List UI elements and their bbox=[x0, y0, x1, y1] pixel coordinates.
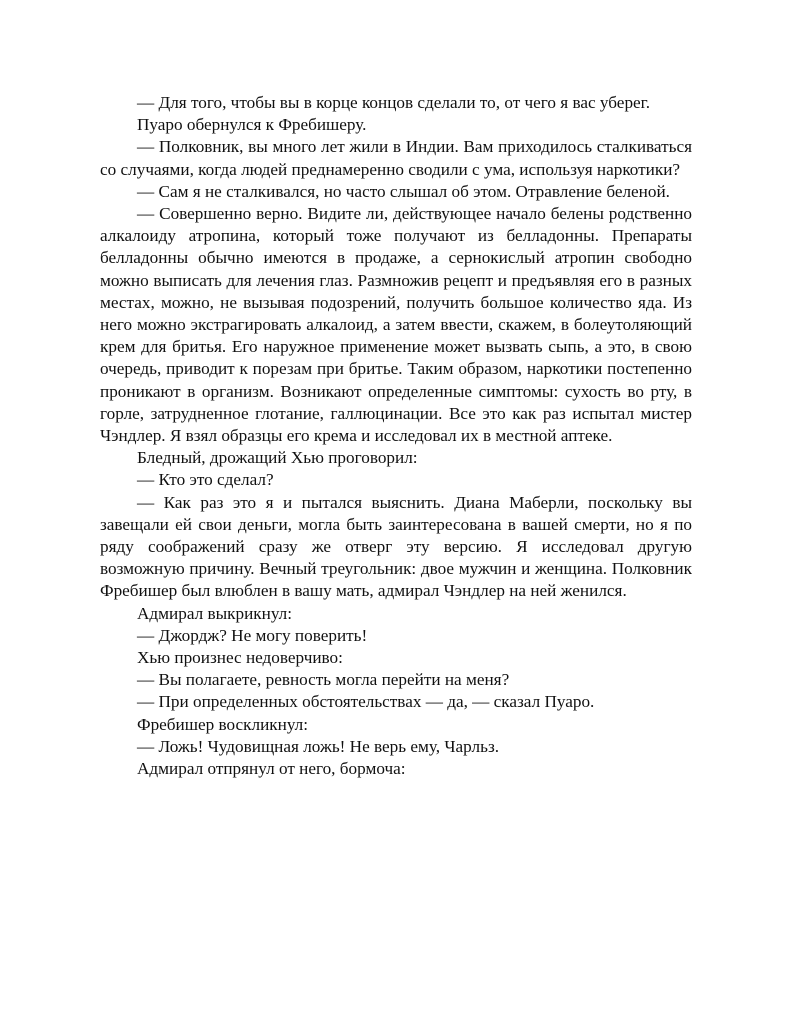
paragraph: Фребишер воскликнул: bbox=[137, 714, 309, 734]
paragraph: — При определенных обстоятельствах — да, — сказал Пуаро. bbox=[137, 692, 595, 712]
paragraph: Бледный, дрожащий Хью проговорил: bbox=[137, 448, 418, 468]
paragraph: — Ложь! Чудовищная ложь! Не верь ему, Чарльз. bbox=[137, 736, 500, 756]
paragraph: Пуаро обернулся к Фребишеру. bbox=[137, 115, 367, 135]
paragraph: — Полковник, вы много лет жили в Индии. Вам приходилось сталкиваться со случаями, когда людей преднамеренно сводили с ума, используя наркотики? bbox=[100, 137, 692, 179]
paragraph: — Как раз это я и пытался выяснить. Диана Маберли, поскольку вы завещали ей свои деньги, могла быть заинтересована в вашей смерти, но я по ряду соображений сразу же отверг эту версию. Я исследовал другую возможную причину. Вечный треугольник: двое мужчин и женщина. Полковник Фребишер был влюблен в вашу мать, адмирал Чэндлер на ней женился. bbox=[100, 492, 692, 601]
paragraph: — Совершенно верно. Видите ли, действующее начало белены родственно алкалоиду атропина, который тоже получают из белладонны. Препараты белладонны обычно имеются в продаже, а сернокислый атропин свободно можно выписать для лечения глаз. Размножив рецепт и предъявляя его в разных местах, можно, не вызывая подозрений, получить большое количество яда. Из него можно экстрагировать алкалоид, а затем ввести, скажем, в болеутоляющий крем для бритья. Его наружное применение может вызвать сыпь, а это, в свою очередь, приводит к порезам при бритье. Таким образом, наркотики постепенно проникают в организм. Возникают определенные симптомы: сухость во рту, в горле, затрудненное глотание, галлюцинации. Все это как раз испытал мистер Чэндлер. Я взял образцы его крема и исследовал их в местной аптеке. bbox=[100, 204, 692, 446]
paragraph: Адмирал выкрикнул: bbox=[137, 603, 293, 623]
paragraph: Адмирал отпрянул от него, бормоча: bbox=[137, 759, 406, 779]
paragraph: — Джордж? Не могу поверить! bbox=[137, 625, 368, 645]
paragraph: Хью произнес недоверчиво: bbox=[137, 648, 343, 668]
document-page bbox=[100, 92, 692, 780]
paragraph: — Для того, чтобы вы в корце концов сделали то, от чего я вас уберег. bbox=[137, 93, 651, 112]
paragraph: — Кто это сделал? bbox=[137, 470, 274, 490]
paragraph: — Сам я не сталкивался, но часто слышал об этом. Отравление беленой. bbox=[137, 181, 670, 201]
paragraph: — Вы полагаете, ревность могла перейти на меня? bbox=[137, 670, 510, 690]
